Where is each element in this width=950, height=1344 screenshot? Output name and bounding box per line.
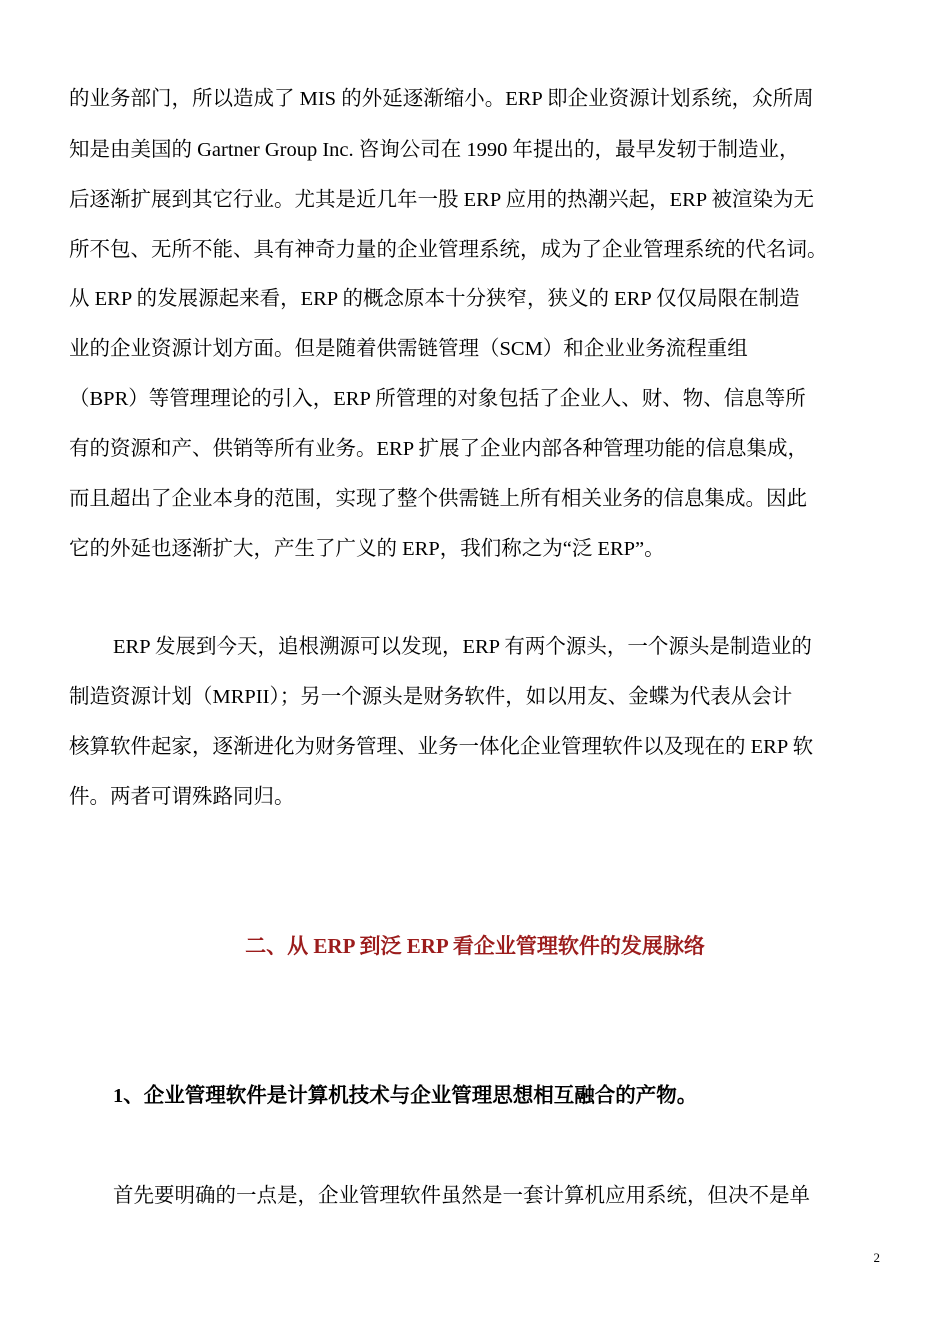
paragraph-line: 而且超出了企业本身的范围，实现了整个供需链上所有相关业务的信息集成。因此 xyxy=(69,488,807,510)
paragraph-line: 知是由美国的 Gartner Group Inc. 咨询公司在 1990 年提出的，最早发轫于制造业， xyxy=(69,139,800,161)
paragraph-line: 它的外延也逐渐扩大，产生了广义的 ERP，我们称之为“泛 ERP”。 xyxy=(69,538,665,560)
paragraph-line: ERP 发展到今天，追根溯源可以发现，ERP 有两个源头，一个源头是制造业的 xyxy=(113,636,812,658)
paragraph-line: 核算软件起家，逐渐进化为财务管理、业务一体化企业管理软件以及现在的 ERP 软 xyxy=(69,736,814,758)
paragraph-line: 从 ERP 的发展源起来看，ERP 的概念原本十分狭窄，狭义的 ERP 仅仅局限在制造 xyxy=(69,288,800,310)
paragraph-line: （BPR）等管理理论的引入，ERP 所管理的对象包括了企业人、财、物、信息等所 xyxy=(69,388,806,410)
paragraph-line: 有的资源和产、供销等所有业务。ERP 扩展了企业内部各种管理功能的信息集成， xyxy=(69,438,808,460)
page-number: 2 xyxy=(873,1250,880,1265)
section-heading: 二、从 ERP 到泛 ERP 看企业管理软件的发展脉络 xyxy=(245,934,705,958)
paragraph-line: 件。两者可谓殊路同归。 xyxy=(69,786,295,808)
paragraph-line: 所不包、无所不能、具有神奇力量的企业管理系统，成为了企业管理系统的代名词。 xyxy=(69,239,828,261)
subheading: 1、企业管理软件是计算机技术与企业管理思想相互融合的产物。 xyxy=(113,1085,698,1107)
paragraph-line: 首先要明确的一点是，企业管理软件虽然是一套计算机应用系统，但决不是单 xyxy=(113,1185,810,1207)
paragraph-line: 后逐渐扩展到其它行业。尤其是近几年一股 ERP 应用的热潮兴起，ERP 被渲染为无 xyxy=(69,189,815,211)
paragraph-line: 的业务部门，所以造成了 MIS 的外延逐渐缩小。ERP 即企业资源计划系统，众所周 xyxy=(69,88,814,110)
paragraph-line: 业的企业资源计划方面。但是随着供需链管理（SCM）和企业业务流程重组 xyxy=(69,338,748,360)
paragraph-line: 制造资源计划（MRPII）；另一个源头是财务软件，如以用友、金蝶为代表从会计 xyxy=(69,686,793,708)
